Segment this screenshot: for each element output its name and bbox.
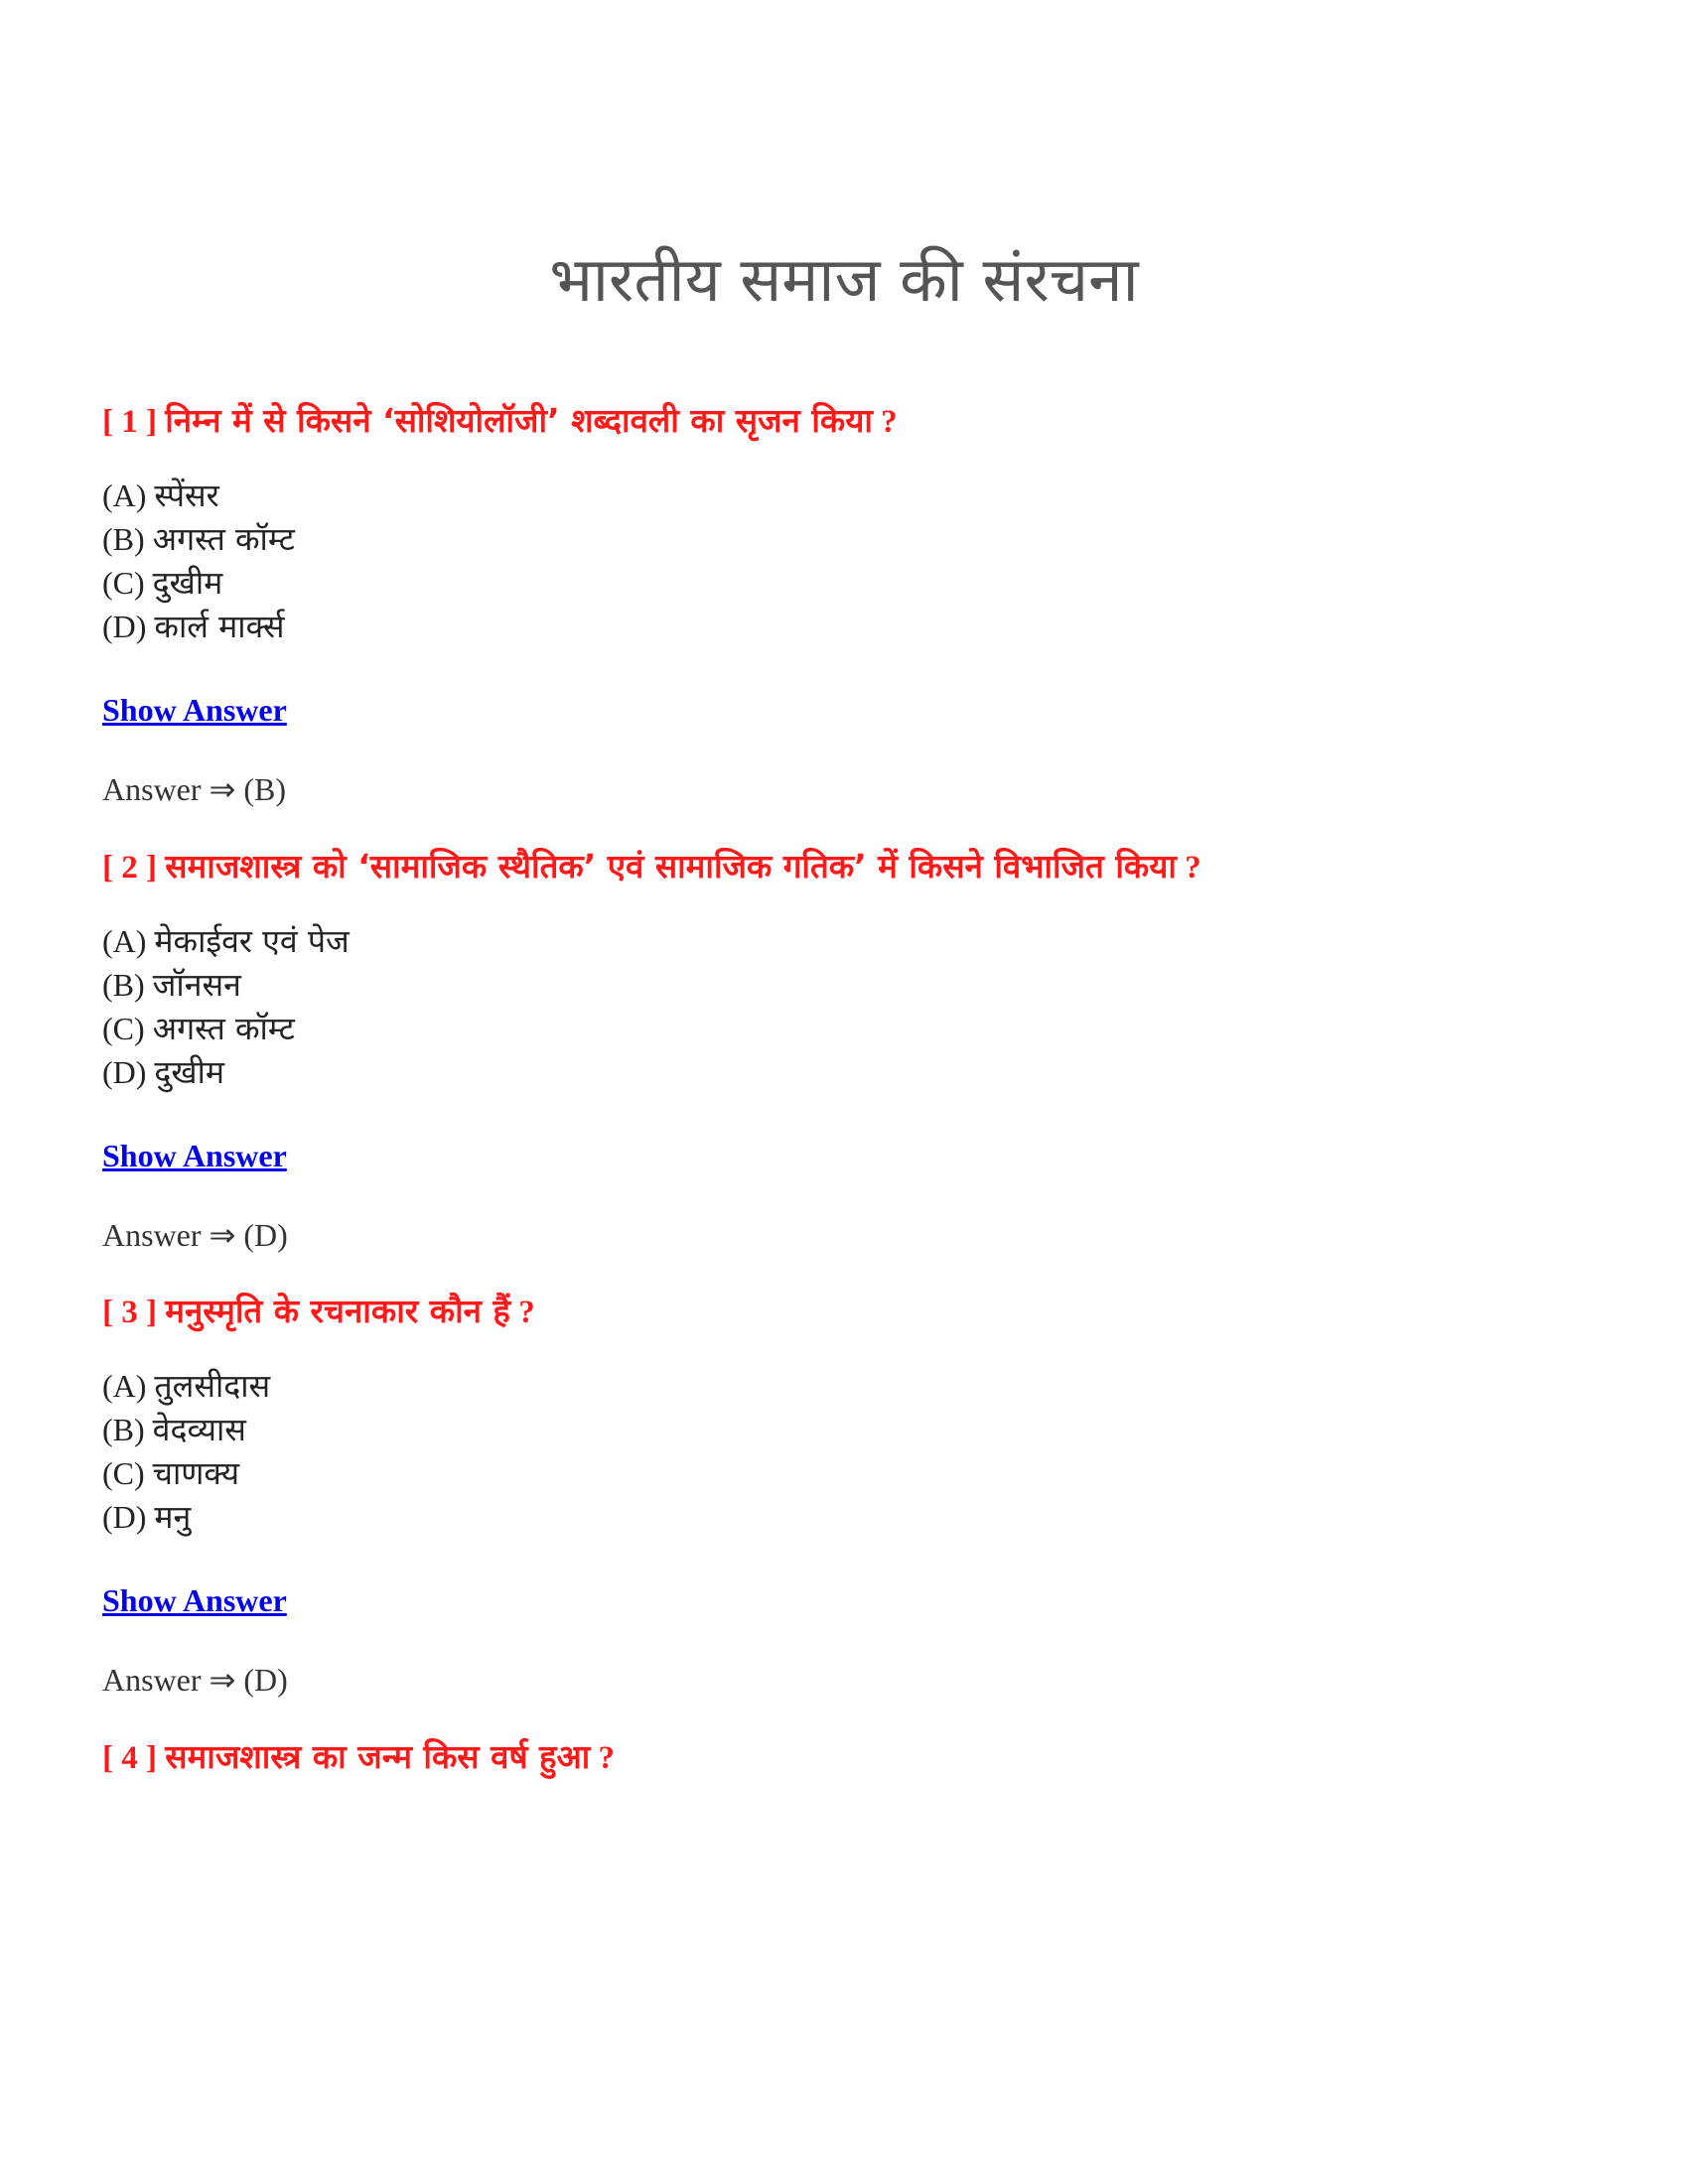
question-heading xyxy=(102,399,1631,444)
option-label: (D) xyxy=(102,1499,147,1535)
option-label: (B) xyxy=(102,967,145,1003)
options-list xyxy=(102,474,1631,648)
question-1 xyxy=(102,399,1631,808)
question-mark: ? xyxy=(518,1295,535,1330)
option-text: दुखीम xyxy=(152,564,223,602)
question-heading xyxy=(102,1735,1631,1780)
answer-text: Answer ⇒ (D) xyxy=(102,1217,288,1253)
option-label: (B) xyxy=(102,521,145,557)
question-heading xyxy=(102,845,1631,889)
option-text: अगस्त कॉम्ट xyxy=(152,520,295,558)
option-c xyxy=(102,1451,1631,1495)
question-heading xyxy=(102,1290,1631,1334)
option-d xyxy=(102,605,1631,648)
question-number: [ 3 ] xyxy=(102,1295,157,1330)
question-number: [ 2 ] xyxy=(102,850,157,886)
option-text: मनु xyxy=(154,1498,192,1536)
question-number: [ 1 ] xyxy=(102,404,157,440)
option-label: (C) xyxy=(102,565,145,601)
option-label: (A) xyxy=(102,923,147,959)
question-text: समाजशास्त्र का जन्म किस वर्ष हुआ xyxy=(165,1737,591,1776)
option-a xyxy=(102,474,1631,517)
option-c xyxy=(102,1007,1631,1050)
question-3 xyxy=(102,1290,1631,1699)
show-answer-link[interactable]: Show Answer xyxy=(102,1582,287,1618)
option-b xyxy=(102,963,1631,1007)
option-d xyxy=(102,1495,1631,1539)
option-a xyxy=(102,1364,1631,1408)
question-2 xyxy=(102,845,1631,1254)
option-text: वेदव्यास xyxy=(152,1411,246,1448)
question-mark: ? xyxy=(598,1740,616,1776)
option-label: (C) xyxy=(102,1455,145,1491)
options-list xyxy=(102,919,1631,1094)
options-list xyxy=(102,1364,1631,1539)
option-text: मेकाईवर एवं पेज xyxy=(154,922,350,960)
question-mark: ? xyxy=(881,404,898,440)
option-d xyxy=(102,1050,1631,1094)
option-label: (B) xyxy=(102,1412,145,1447)
option-label: (C) xyxy=(102,1011,145,1046)
question-4 xyxy=(102,1735,1631,1780)
option-text: दुखीम xyxy=(154,1053,225,1091)
option-text: जॉनसन xyxy=(152,966,241,1004)
option-b xyxy=(102,517,1631,561)
show-answer-link[interactable]: Show Answer xyxy=(102,692,287,728)
answer-text: Answer ⇒ (D) xyxy=(102,1662,288,1698)
option-label: (A) xyxy=(102,478,147,513)
answer-text: Answer ⇒ (B) xyxy=(102,771,286,807)
option-b xyxy=(102,1408,1631,1451)
question-number: [ 4 ] xyxy=(102,1740,157,1776)
option-label: (D) xyxy=(102,1054,147,1090)
option-a xyxy=(102,919,1631,963)
show-answer-link[interactable]: Show Answer xyxy=(102,1138,287,1173)
question-text: निम्न में से किसने ‘सोशियोलॉजी’ शब्दावली का सृजन किया xyxy=(165,401,873,440)
option-c xyxy=(102,561,1631,605)
option-text: अगस्त कॉम्ट xyxy=(152,1010,295,1047)
option-text: कार्ल मार्क्स xyxy=(154,608,285,645)
option-text: चाणक्य xyxy=(152,1454,240,1492)
page-title: भारतीय समाज की संरचना xyxy=(549,243,1139,316)
option-label: (D) xyxy=(102,609,147,644)
question-text: मनुस्मृति के रचनाकार कौन हैं xyxy=(165,1292,510,1330)
question-text: समाजशास्त्र को ‘सामाजिक स्थैतिक’ एवं सामाजिक गतिक’ में किसने विभाजित किया xyxy=(165,847,1177,886)
option-text: स्पेंसर xyxy=(154,477,219,514)
option-text: तुलसीदास xyxy=(154,1367,271,1405)
question-mark: ? xyxy=(1185,850,1201,886)
option-label: (A) xyxy=(102,1368,147,1404)
